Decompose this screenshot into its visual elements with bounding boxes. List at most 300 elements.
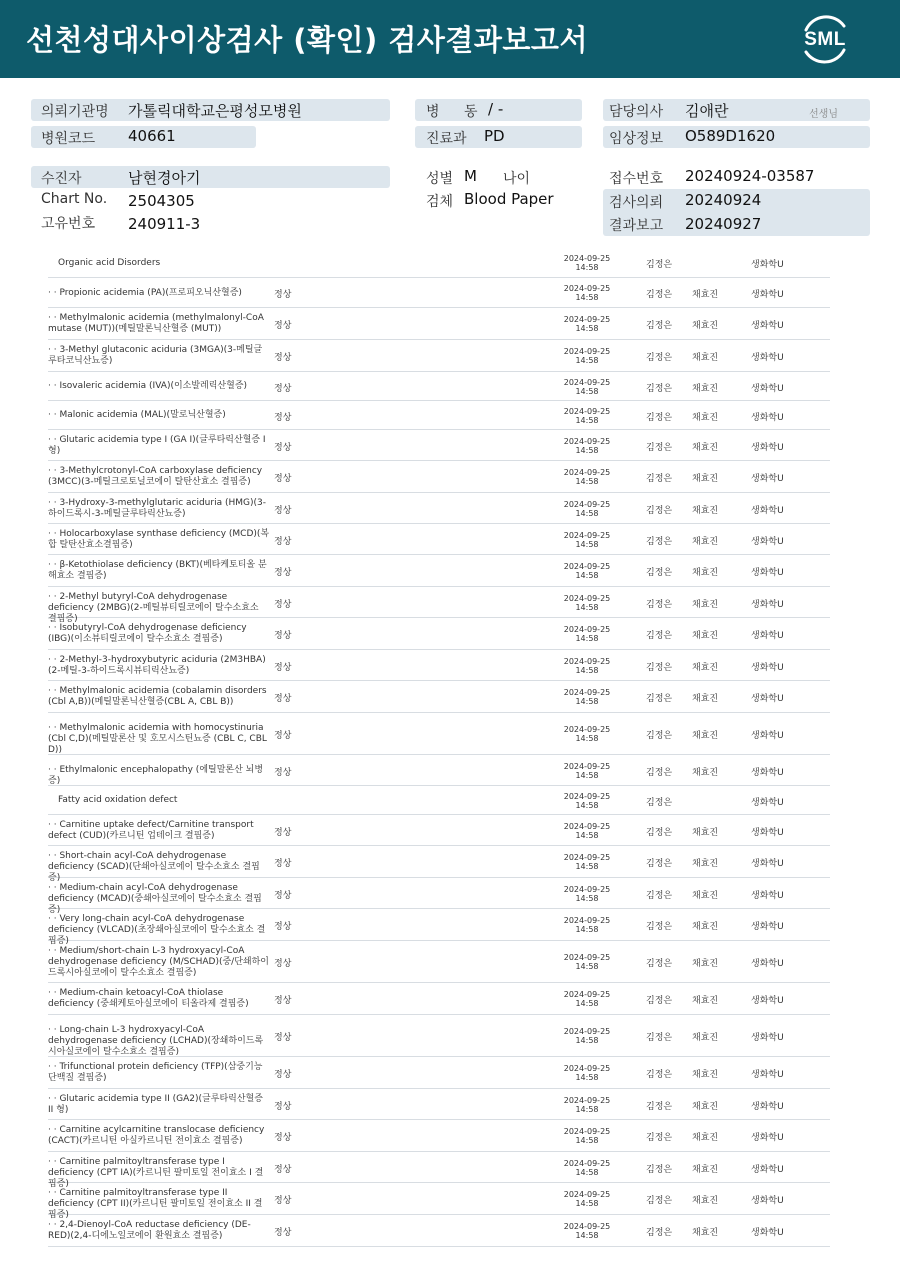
tester-name: 채효진 [692,922,719,932]
lab-dept: 생화학U [751,600,784,610]
result-row [48,340,830,372]
result-date: 2024-09-25 [563,254,611,263]
result-time: 14:58 [575,1168,599,1177]
reviewer-name: 김정은 [646,443,673,453]
result-row [48,815,830,846]
lab-dept: 생화학U [751,996,784,1006]
test-name: · · Medium-chain acyl-CoA dehydrogenase deficiency (MCAD)(중쇄아실코에이 탈수소효소 결핍증) [48,883,262,915]
result-date: 2024-09-25 [563,762,611,771]
result-value: 정상 [274,1196,292,1206]
result-value: 정상 [274,1102,292,1112]
result-row [48,1183,830,1220]
result-row [48,1152,830,1189]
lab-dept: 생화학U [751,768,784,778]
result-row [48,278,830,308]
tester-name: 채효진 [692,474,719,484]
reviewer-name: 김정은 [646,922,673,932]
result-value: 정상 [274,891,292,901]
reviewer-name: 김정은 [646,474,673,484]
result-value: 정상 [274,413,292,423]
sex-value: M [464,167,477,185]
tester-name: 채효진 [692,384,719,394]
result-value: 정상 [274,828,292,838]
result-time: 14:58 [575,634,599,643]
reviewer-name: 김정은 [646,600,673,610]
result-time: 14:58 [575,509,599,518]
ward-label: 병 동 [426,104,488,120]
result-date: 2024-09-25 [563,531,611,540]
lab-dept: 생화학U [751,443,784,453]
test-name: · · Methylmalonic acidemia (cobalamin disorders (Cbl A,B))(메틸말론닉산혈증(CBL A, CBL B)) [48,686,267,707]
result-row [48,524,830,555]
result-value: 정상 [274,996,292,1006]
result-time: 14:58 [575,477,599,486]
test-name: · · 3-Methyl glutaconic aciduria (3MGA)(3-메틸글루타코닉산뇨증) [48,345,263,366]
result-time: 14:58 [575,999,599,1008]
patient-label: 수진자 [41,171,82,187]
result-time: 14:58 [575,324,599,333]
test-name: · · Medium/short-chain L-3 hydroxyacyl-CoA dehydrogenase deficiency (M/SCHAD)(중/단쇄하이드록시아실코에이 탈수소효소 결핍증) [48,946,269,978]
chart-label: Chart No. [41,191,108,207]
result-datetime [556,254,618,272]
result-date: 2024-09-25 [563,725,611,734]
test-name: · · Propionic acidemia (PA)(프로피오닉산혈증) [48,288,242,298]
result-date: 2024-09-25 [563,916,611,925]
result-value: 정상 [274,290,292,300]
age-label: 나이 [503,171,531,187]
result-time: 14:58 [575,1199,599,1208]
lab-dept: 생화학U [751,413,784,423]
result-date: 2024-09-25 [563,284,611,293]
result-time: 14:58 [575,263,599,272]
tester-name: 채효진 [692,768,719,778]
test-name: · · Holocarboxylase synthase deficiency (MCD)(복합 탈탄산효소결핍증) [48,529,270,550]
lab-dept: 생화학U [751,859,784,869]
result-date: 2024-09-25 [563,1190,611,1199]
result-time: 14:58 [575,862,599,871]
result-datetime [556,1222,618,1240]
dept-label: 진료과 [426,131,467,147]
lab-dept: 생화학U [751,1165,784,1175]
result-time: 14:58 [575,771,599,780]
reviewer-name: 김정은 [646,959,673,969]
lab-dept: 생화학U [751,731,784,741]
lab-dept: 생화학U [751,537,784,547]
result-row [48,755,830,786]
result-time: 14:58 [575,446,599,455]
result-row [48,650,830,681]
result-value: 정상 [274,1033,292,1043]
reviewer-name: 김정은 [646,891,673,901]
lab-dept: 생화학U [751,1070,784,1080]
tester-name: 채효진 [692,353,719,363]
lab-dept: 생화학U [751,798,784,808]
result-time: 14:58 [575,734,599,743]
test-name: · · Methylmalonic acidemia (methylmalonyl-CoA mutase (MUT))(메틸말론닉산혈증 (MUT)) [48,313,264,334]
tester-name: 채효진 [692,537,719,547]
result-time: 14:58 [575,603,599,612]
result-row [48,461,830,493]
lab-dept: 생화학U [751,260,784,270]
result-datetime [556,1027,618,1045]
tester-name: 채효진 [692,443,719,453]
test-name: · · Trifunctional protein deficiency (TFP)(삼중기능 단백질 결핍증) [48,1062,263,1083]
result-row [48,878,830,915]
result-datetime [556,725,618,743]
result-datetime [556,347,618,365]
report-value: 20240927 [685,215,762,233]
result-datetime [556,916,618,934]
lab-dept: 생화학U [751,321,784,331]
result-value: 정상 [274,443,292,453]
hospital-label: 의뢰기관명 [41,104,109,120]
result-row [48,713,830,755]
result-datetime [556,531,618,549]
result-row [48,1089,830,1120]
lab-dept: 생화학U [751,959,784,969]
tester-name: 채효진 [692,1102,719,1112]
lab-dept: 생화학U [751,384,784,394]
lab-dept: 생화학U [751,290,784,300]
reviewer-name: 김정은 [646,506,673,516]
tester-name: 채효진 [692,1228,719,1238]
test-name: · · Glutaric acidemia type I (GA I)(글루타릭산혈증 I 형) [48,435,266,456]
reviewer-name: 김정은 [646,1196,673,1206]
result-row [48,308,830,340]
hospital-code-label: 병원코드 [41,131,96,147]
result-time: 14:58 [575,925,599,934]
lab-dept: 생화학U [751,1102,784,1112]
doctor-value: 김애란 [685,102,729,120]
result-value: 정상 [274,1133,292,1143]
tester-name: 채효진 [692,413,719,423]
lab-dept: 생화학U [751,631,784,641]
result-value: 정상 [274,694,292,704]
reviewer-name: 김정은 [646,1133,673,1143]
tester-name: 채효진 [692,828,719,838]
result-date: 2024-09-25 [563,688,611,697]
result-value: 정상 [274,859,292,869]
result-row [48,1015,830,1057]
result-value: 정상 [274,384,292,394]
tester-name: 채효진 [692,959,719,969]
reviewer-name: 김정은 [646,996,673,1006]
result-date: 2024-09-25 [563,437,611,446]
result-row [48,493,830,524]
result-row [48,681,830,713]
reviewer-name: 김정은 [646,828,673,838]
tester-name: 채효진 [692,859,719,869]
result-datetime [556,1096,618,1114]
tester-name: 채효진 [692,1033,719,1043]
patient-value: 남현경아기 [128,169,201,187]
unique-value: 240911-3 [128,215,201,233]
result-time: 14:58 [575,697,599,706]
result-value: 정상 [274,506,292,516]
report-header [0,0,900,78]
result-date: 2024-09-25 [563,990,611,999]
test-name: · · Methylmalonic acidemia with homocystinuria (Cbl C,D)(메틸말론산 및 호모시스틴뇨증 (CBL C, CBL D)) [48,723,267,755]
tester-name: 채효진 [692,1070,719,1080]
lab-dept: 생화학U [751,1033,784,1043]
test-name: · · Short-chain acyl-CoA dehydrogenase deficiency (SCAD)(단쇄아실코에이 탈수소효소 결핍증) [48,851,260,883]
chart-value: 2504305 [128,192,195,210]
section-heading: Organic acid Disorders [58,258,161,268]
doctor-suffix: 선생님 [809,109,838,120]
tester-name: 채효진 [692,996,719,1006]
test-name: · · Long-chain L-3 hydroxyacyl-CoA dehydrogenase deficiency (LCHAD)(장쇄하이드록시아실코에이 탈수소효소 결핍증) [48,1025,264,1057]
clinical-label: 임상정보 [609,131,664,147]
result-row [48,909,830,946]
tester-name: 채효진 [692,1165,719,1175]
result-datetime [556,594,618,612]
result-time: 14:58 [575,571,599,580]
specimen-value: Blood Paper [464,190,554,208]
result-datetime [556,1159,618,1177]
result-time: 14:58 [575,1073,599,1082]
result-value: 정상 [274,600,292,610]
test-name: · · 2-Methyl butyryl-CoA dehydrogenase deficiency (2MBG)(2-메틸뷰티릴코에이 탈수소효소 결핍증) [48,592,259,624]
result-value: 정상 [274,321,292,331]
result-date: 2024-09-25 [563,407,611,416]
result-datetime [556,1190,618,1208]
lab-dept: 생화학U [751,474,784,484]
test-name: · · Medium-chain ketoacyl-CoA thiolase deficiency (중쇄케토아실코에이 티올라제 결핍증) [48,988,249,1009]
test-name: · · Carnitine acylcarnitine translocase deficiency (CACT)(카르니틴 아실카르니틴 전이효소 결핍증) [48,1125,265,1146]
result-datetime [556,437,618,455]
result-date: 2024-09-25 [563,500,611,509]
result-date: 2024-09-25 [563,1096,611,1105]
request-value: 20240924 [685,191,762,209]
reviewer-name: 김정은 [646,1165,673,1175]
reviewer-name: 김정은 [646,768,673,778]
result-value: 정상 [274,631,292,641]
result-date: 2024-09-25 [563,468,611,477]
result-datetime [556,1064,618,1082]
dept-value: PD [484,127,505,145]
result-datetime [556,500,618,518]
result-value: 정상 [274,353,292,363]
result-datetime [556,953,618,971]
result-date: 2024-09-25 [563,657,611,666]
result-date: 2024-09-25 [563,378,611,387]
result-date: 2024-09-25 [563,885,611,894]
result-date: 2024-09-25 [563,1222,611,1231]
result-time: 14:58 [575,293,599,302]
tester-name: 채효진 [692,600,719,610]
tester-name: 채효진 [692,568,719,578]
test-name: · · 2,4-Dienoyl-CoA reductase deficiency (DE-RED)(2,4-디에노일코에이 환원효소 결핍증) [48,1220,251,1241]
test-name: · · Isovaleric acidemia (IVA)(이소발레릭산혈증) [48,381,248,391]
reviewer-name: 김정은 [646,353,673,363]
test-name: · · Carnitine palmitoyltransferase type I deficiency (CPT IA)(카르니틴 팔미토일 전이효소 I 결핍증) [48,1157,264,1189]
reviewer-name: 김정은 [646,384,673,394]
reviewer-name: 김정은 [646,663,673,673]
result-row [48,1120,830,1152]
result-date: 2024-09-25 [563,853,611,862]
reviewer-name: 김정은 [646,260,673,270]
reviewer-name: 김정은 [646,537,673,547]
result-value: 정상 [274,474,292,484]
clinical-value: O589D1620 [685,127,776,145]
result-date: 2024-09-25 [563,1159,611,1168]
request-label: 검사의뢰 [609,195,664,211]
report-title: 선천성대사이상검사 (확인) 검사결과보고서 [26,23,588,57]
result-date: 2024-09-25 [563,1127,611,1136]
result-datetime [556,885,618,903]
result-datetime [556,1127,618,1145]
result-row [48,248,830,278]
tester-name: 채효진 [692,321,719,331]
reviewer-name: 김정은 [646,694,673,704]
lab-dept: 생화학U [751,506,784,516]
result-row [48,555,830,587]
result-row [48,1057,830,1089]
result-datetime [556,762,618,780]
result-time: 14:58 [575,540,599,549]
lab-dept: 생화학U [751,353,784,363]
reviewer-name: 김정은 [646,631,673,641]
test-name: · · Carnitine palmitoyltransferase type II deficiency (CPT II)(카르니틴 팔미토일 전이효소 II 결핍증) [48,1188,263,1220]
patient-box [31,166,390,188]
reception-label: 접수번호 [609,171,664,187]
result-date: 2024-09-25 [563,594,611,603]
reviewer-name: 김정은 [646,1033,673,1043]
tester-name: 채효진 [692,694,719,704]
result-time: 14:58 [575,894,599,903]
result-row [48,1215,830,1247]
result-date: 2024-09-25 [563,315,611,324]
result-datetime [556,378,618,396]
result-row [48,846,830,883]
tester-name: 채효진 [692,731,719,741]
result-date: 2024-09-25 [563,1027,611,1036]
result-value: 정상 [274,568,292,578]
unique-label: 고유번호 [41,216,96,232]
result-time: 14:58 [575,356,599,365]
result-datetime [556,990,618,1008]
result-value: 정상 [274,959,292,969]
hospital-value: 가톨릭대학교은평성모병원 [128,102,302,120]
result-datetime [556,625,618,643]
ward-value: / - [488,100,504,118]
tester-name: 채효진 [692,891,719,901]
result-date: 2024-09-25 [563,625,611,634]
report-label: 결과보고 [609,218,664,234]
section-heading: Fatty acid oxidation defect [58,795,178,805]
lab-dept: 생화학U [751,1133,784,1143]
result-datetime [556,468,618,486]
result-row [48,430,830,461]
result-row [48,587,830,624]
result-date: 2024-09-25 [563,792,611,801]
tester-name: 채효진 [692,631,719,641]
result-datetime [556,562,618,580]
result-time: 14:58 [575,1105,599,1114]
lab-dept: 생화학U [751,828,784,838]
lab-dept: 생화학U [751,1228,784,1238]
result-row [48,983,830,1015]
reviewer-name: 김정은 [646,1102,673,1112]
result-row [48,401,830,430]
result-time: 14:58 [575,1231,599,1240]
result-datetime [556,688,618,706]
result-time: 14:58 [575,801,599,810]
result-time: 14:58 [575,962,599,971]
result-value: 정상 [274,922,292,932]
result-datetime [556,284,618,302]
sex-label: 성별 [426,171,454,187]
result-datetime [556,853,618,871]
result-time: 14:58 [575,416,599,425]
lab-dept: 생화학U [751,1196,784,1206]
test-name: · · Ethylmalonic encephalopathy (에틸말론산 뇌병증) [48,765,264,786]
test-name: · · Malonic acidemia (MAL)(말로닉산혈증) [48,410,226,420]
result-time: 14:58 [575,831,599,840]
result-time: 14:58 [575,666,599,675]
result-datetime [556,822,618,840]
lab-dept: 생화학U [751,922,784,932]
result-datetime [556,657,618,675]
test-name: · · Glutaric acidemia type II (GA2)(글루타릭산혈증 II 형) [48,1094,263,1115]
sml-logo [796,12,854,66]
test-name: · · Isobutyryl-CoA dehydrogenase deficiency (IBG)(이소뷰티릴코에이 탈수소효소 결핍증) [48,623,247,644]
lab-dept: 생화학U [751,694,784,704]
result-time: 14:58 [575,1136,599,1145]
result-value: 정상 [274,768,292,778]
result-date: 2024-09-25 [563,953,611,962]
result-value: 정상 [274,1070,292,1080]
result-row [48,618,830,650]
reviewer-name: 김정은 [646,1070,673,1080]
result-date: 2024-09-25 [563,822,611,831]
reviewer-name: 김정은 [646,1228,673,1238]
lab-dept: 생화학U [751,663,784,673]
logo-text: SML [804,29,846,50]
test-name: · · Carnitine uptake defect/Carnitine transport defect (CUD)(카르니틴 업테이크 결핍증) [48,820,254,841]
result-datetime [556,407,618,425]
tester-name: 채효진 [692,663,719,673]
reviewer-name: 김정은 [646,859,673,869]
result-date: 2024-09-25 [563,562,611,571]
result-value: 정상 [274,537,292,547]
result-value: 정상 [274,731,292,741]
results-table [48,248,830,1247]
test-name: · · 2-Methyl-3-hydroxybutyric aciduria (2M3HBA)(2-메틸-3-하이드록시뷰티릭산뇨증) [48,655,266,676]
reviewer-name: 김정은 [646,413,673,423]
lab-dept: 생화학U [751,568,784,578]
reviewer-name: 김정은 [646,290,673,300]
test-name: · · Very long-chain acyl-CoA dehydrogenase deficiency (VLCAD)(초장쇄아실코에이 탈수소효소 결핍증) [48,914,266,946]
tester-name: 채효진 [692,290,719,300]
result-time: 14:58 [575,387,599,396]
result-datetime [556,792,618,810]
tester-name: 채효진 [692,1133,719,1143]
result-row [48,941,830,983]
result-value: 정상 [274,1228,292,1238]
test-name: · · β-Ketothiolase deficiency (BKT)(베타케토티올 분해효소 결핍증) [48,560,267,581]
result-date: 2024-09-25 [563,1064,611,1073]
result-row [48,372,830,401]
test-name: · · 3-Hydroxy-3-methylglutaric aciduria (HMG)(3-하이드록시-3-메틸글루타릭산뇨증) [48,498,266,519]
tester-name: 채효진 [692,1196,719,1206]
specimen-label: 검체 [426,194,454,210]
doctor-label: 담당의사 [609,104,664,120]
tester-name: 채효진 [692,506,719,516]
hospital-code-value: 40661 [128,127,176,145]
result-row [48,786,830,815]
reviewer-name: 김정은 [646,321,673,331]
